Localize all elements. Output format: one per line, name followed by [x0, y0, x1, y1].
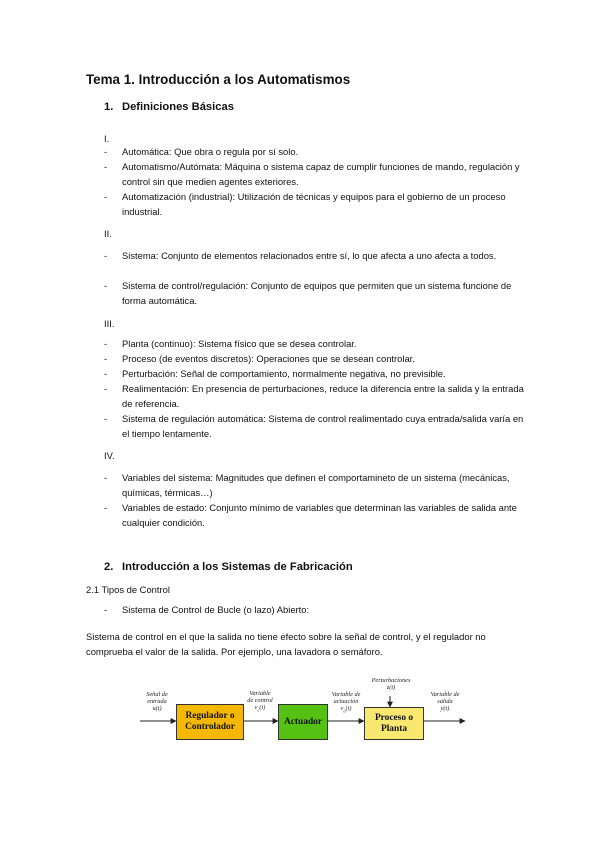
list-item: - Automatismo/Autómata: Máquina o sistema capaz de cumplir funciones de mando, regulación y control sin que medien agentes exteriores. — [104, 161, 520, 188]
section-number: 1. — [104, 101, 114, 113]
section-heading-1 — [104, 101, 234, 113]
group-label: II. — [104, 228, 112, 239]
actuator-block: Actuador — [278, 704, 328, 740]
regulator-block: Regulador o Controlador — [176, 704, 244, 740]
section-heading-2 — [104, 561, 353, 573]
group-label: III. — [104, 318, 115, 329]
actuation-variable-symbol: $v_a(t)$ — [340, 705, 352, 714]
process-block: Proceso o Planta — [364, 707, 424, 740]
section-title: Introducción a los Sistemas de Fabricación — [122, 561, 353, 573]
list-item: - Variables de estado: Conjunto mínimo de variables que determinan las variables de salida ante cualquier condición. — [104, 502, 517, 529]
output-label: Variable de salida y(t) — [430, 691, 460, 712]
list-item: - Proceso (de eventos discretos): Operaciones que se desean controlar. — [104, 353, 415, 364]
section-number: 2. — [104, 561, 114, 573]
list-item: - Variables del sistema: Magnitudes que definen el comportamineto de un sistema (mecánicas, químicas, térmicas…) — [104, 472, 510, 499]
list-item: - Perturbación: Señal de comportamiento, normalmente negativa, no previsible. — [104, 368, 446, 379]
control-variable-label: Variable de control $v_c(t)$ — [242, 690, 278, 713]
list-item: - Realimentación: En presencia de perturbaciones, reduce la diferencia entre la salida y la entrada de referencia. — [104, 383, 524, 410]
subsection-heading: 2.1 Tipos de Control — [86, 584, 170, 595]
list-item: - Automática: Que obra o regula por sí solo. — [104, 146, 299, 157]
actuation-variable-label: Variable de actuación $v_a(t)$ — [326, 691, 366, 714]
list-item: - Sistema de regulación automática: Sistema de control realimentado cuya entrada/salida varía en el tiempo lentamente. — [104, 413, 524, 440]
list-item: - Sistema de Control de Bucle (o lazo) Abierto: — [104, 604, 310, 615]
list-item: - Sistema: Conjunto de elementos relacionados entre sí, lo que afecta a uno afecta a todos. — [104, 250, 497, 261]
list-item: - Sistema de control/regulación: Conjunto de equipos que permiten que un sistema funcione de forma automática. — [104, 280, 512, 307]
control-variable-symbol: $v_c(t)$ — [254, 704, 266, 713]
list-item: - Planta (continuo): Sistema físico que se desea controlar. — [104, 338, 357, 349]
disturbance-label: Perturbaciones z(t) — [371, 677, 411, 691]
page-title: Tema 1. Introducción a los Automatismos — [86, 72, 351, 87]
input-label: Señal de entrada u(t) — [146, 691, 168, 712]
paragraph: Sistema de control en el que la salida no tiene efecto sobre la señal de control, y el regulador no comprueba el valor de la salida. Por ejemplo, una lavadora o semáforo. — [86, 631, 486, 658]
list-item: - Automatización (industrial): Utilización de técnicas y equipos para el gobierno de un proceso industrial. — [104, 191, 506, 218]
open-loop-block-diagram — [140, 672, 470, 776]
group-label: I. — [104, 133, 110, 144]
group-label: IV. — [104, 450, 115, 461]
section-title: Definiciones Básicas — [122, 101, 234, 113]
